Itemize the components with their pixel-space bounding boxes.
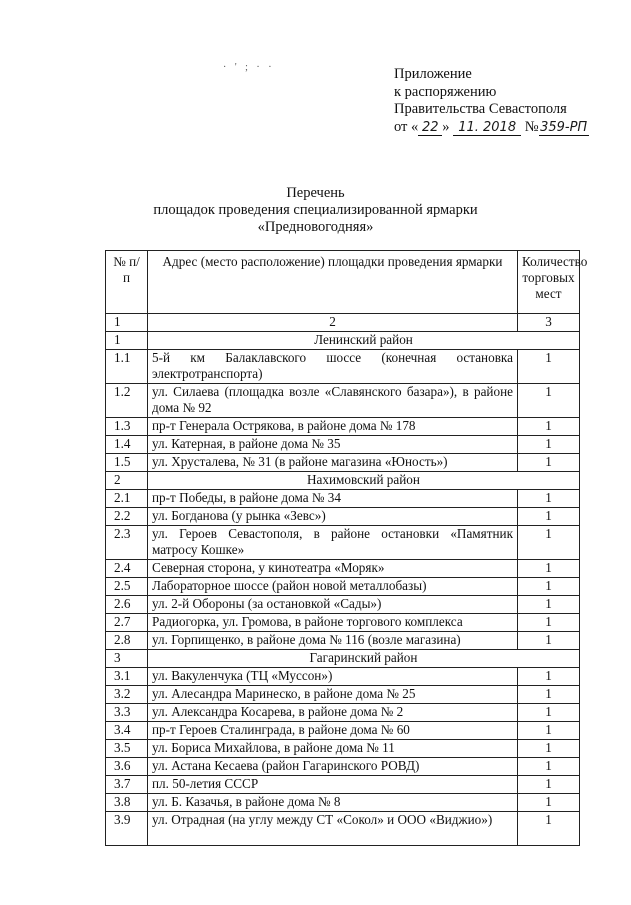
row-number: 2.2	[106, 508, 148, 526]
row-number: 3.5	[106, 740, 148, 758]
row-number: 3.2	[106, 686, 148, 704]
scan-specks: · ' ; · ·	[223, 62, 275, 73]
table-row	[106, 614, 580, 632]
row-count: 1	[518, 758, 580, 776]
row-number: 3.6	[106, 758, 148, 776]
row-number: 2.3	[106, 526, 148, 560]
row-address: 5-й км Балаклавского шоссе (конечная остановка электротранспорта)	[148, 350, 518, 384]
title-line-3: «Предновогодняя»	[257, 219, 374, 235]
row-number: 1.3	[106, 418, 148, 436]
row-count: 1	[518, 704, 580, 722]
table-row	[106, 350, 580, 384]
header-address: Адрес (место расположение) площадки проведения ярмарки	[148, 251, 518, 314]
title-line-2: площадок проведения специализированной ярмарки	[153, 202, 478, 218]
row-address: ул. Горпищенко, в районе дома № 116 (возле магазина)	[148, 632, 518, 650]
approval-line-3: Правительства Севастополя	[394, 101, 567, 117]
row-address: ул. Катерная, в районе дома № 35	[148, 436, 518, 454]
table-row	[106, 560, 580, 578]
table-row	[106, 704, 580, 722]
row-count: 1	[518, 508, 580, 526]
row-count: 1	[518, 794, 580, 812]
header-num: № п/п	[106, 251, 148, 314]
row-number: 3.8	[106, 794, 148, 812]
row-address: ул. Алесандра Маринеско, в районе дома № 25	[148, 686, 518, 704]
table-row	[106, 740, 580, 758]
table-row	[106, 686, 580, 704]
row-number: 2.1	[106, 490, 148, 508]
row-address: Лабораторное шоссе (район новой металлобазы)	[148, 578, 518, 596]
row-address: пр-т Победы, в районе дома № 34	[148, 490, 518, 508]
handwritten-number: 359-РП	[540, 119, 588, 135]
district-number: 3	[106, 650, 148, 668]
row-address: ул. Александра Косарева, в районе дома № 2	[148, 704, 518, 722]
row-count: 1	[518, 686, 580, 704]
row-number: 3.9	[106, 812, 148, 846]
handwritten-date: 11. 2018	[453, 120, 521, 136]
column-number: 3	[518, 314, 580, 332]
row-count: 1	[518, 740, 580, 758]
table-row	[106, 578, 580, 596]
row-number: 1.4	[106, 436, 148, 454]
district-row	[106, 332, 580, 350]
district-number: 1	[106, 332, 148, 350]
row-count: 1	[518, 560, 580, 578]
venues-table	[105, 250, 588, 846]
row-address: ул. 2-й Обороны (за остановкой «Сады»)	[148, 596, 518, 614]
column-number: 1	[106, 314, 148, 332]
row-count: 1	[518, 578, 580, 596]
row-address: Радиогорка, ул. Громова, в районе торгового комплекса	[148, 614, 518, 632]
row-count: 1	[518, 722, 580, 740]
table-row	[106, 508, 580, 526]
row-count: 1	[518, 668, 580, 686]
row-number: 1.5	[106, 454, 148, 472]
district-row	[106, 650, 580, 668]
date-prefix: от «	[394, 118, 419, 135]
approval-date-line	[394, 119, 589, 137]
row-address: ул. Отрадная (на углу между СТ «Сокол» и ООО «Виджио»)	[148, 812, 518, 846]
district-name: Нахимовский район	[148, 472, 580, 490]
row-address: Северная сторона, у кинотеатра «Моряк»	[148, 560, 518, 578]
date-mid: »	[442, 118, 450, 135]
table-row	[106, 418, 580, 436]
row-count: 1	[518, 812, 580, 846]
row-count: 1	[518, 596, 580, 614]
table-row	[106, 722, 580, 740]
row-address: ул. Силаева (площадка возле «Славянского базара»), в районе дома № 92	[148, 384, 518, 418]
document-title	[0, 185, 631, 236]
approval-line-2: к распоряжению	[394, 83, 497, 100]
row-address: пл. 50-летия СССР	[148, 776, 518, 794]
row-address: ул. Б. Казачья, в районе дома № 8	[148, 794, 518, 812]
row-number: 2.6	[106, 596, 148, 614]
row-number: 3.7	[106, 776, 148, 794]
row-address: ул. Астана Кесаева (район Гагаринского РОВД)	[148, 758, 518, 776]
table-row	[106, 776, 580, 794]
row-address: ул. Героев Севастополя, в районе остановки «Памятник матросу Кошке»	[148, 526, 518, 560]
table-row	[106, 490, 580, 508]
row-number: 1.1	[106, 350, 148, 384]
table-row	[106, 526, 580, 560]
district-name: Ленинский район	[148, 332, 580, 350]
row-count: 1	[518, 526, 580, 560]
row-count: 1	[518, 632, 580, 650]
row-number: 3.1	[106, 668, 148, 686]
table-row	[106, 454, 580, 472]
row-address: пр-т Генерала Острякова, в районе дома № 178	[148, 418, 518, 436]
header-count: Количество торговых мест	[518, 251, 580, 314]
column-number: 2	[148, 314, 518, 332]
column-numbers-row	[106, 314, 580, 332]
table-row	[106, 758, 580, 776]
table-body	[106, 332, 580, 846]
table-row	[106, 596, 580, 614]
district-name: Гагаринский район	[148, 650, 580, 668]
table-row	[106, 384, 580, 418]
table-row	[106, 812, 580, 846]
row-count: 1	[518, 776, 580, 794]
row-number: 2.5	[106, 578, 148, 596]
row-count: 1	[518, 436, 580, 454]
row-address: пр-т Героев Сталинграда, в районе дома № 60	[148, 722, 518, 740]
row-address: ул. Бориса Михайлова, в районе дома № 11	[148, 740, 518, 758]
row-number: 2.8	[106, 632, 148, 650]
row-count: 1	[518, 350, 580, 384]
row-number: 2.4	[106, 560, 148, 578]
district-row	[106, 472, 580, 490]
row-count: 1	[518, 490, 580, 508]
district-number: 2	[106, 472, 148, 490]
row-count: 1	[518, 384, 580, 418]
approval-block	[394, 66, 589, 136]
row-number: 3.4	[106, 722, 148, 740]
table-header-row	[106, 251, 580, 314]
number-prefix: №	[524, 118, 539, 135]
table-row	[106, 794, 580, 812]
row-address: ул. Хрусталева, № 31 (в районе магазина «Юность»)	[148, 454, 518, 472]
row-number: 2.7	[106, 614, 148, 632]
row-address: ул. Богданова (у рынка «Зевс»)	[148, 508, 518, 526]
approval-line-1: Приложение	[394, 66, 472, 82]
row-count: 1	[518, 454, 580, 472]
title-line-1: Перечень	[286, 185, 345, 201]
row-address: ул. Вакуленчука (ТЦ «Муссон»)	[148, 668, 518, 686]
row-number: 1.2	[106, 384, 148, 418]
table-row	[106, 436, 580, 454]
row-count: 1	[518, 614, 580, 632]
row-count: 1	[518, 418, 580, 436]
table-row	[106, 668, 580, 686]
table-row	[106, 632, 580, 650]
handwritten-day: 22	[418, 120, 442, 136]
row-number: 3.3	[106, 704, 148, 722]
